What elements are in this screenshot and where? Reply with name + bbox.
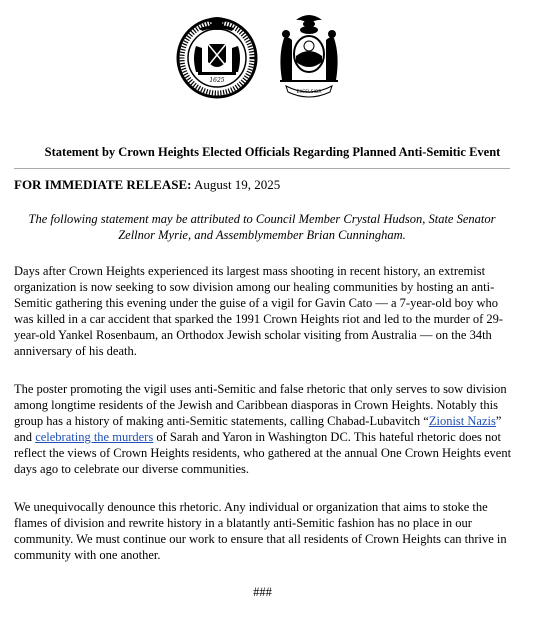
paragraph-2-text-a: The poster promoting the vigil uses anti-Semitic and false rhetoric that only serves to sow division among longtime residents of the Jewish and Caribbean diasporas in Crown Heights. Notably this group has a history of making anti-Semitic statements, calling Chabad-Lubavitch — [14, 382, 507, 428]
release-label: FOR IMMEDIATE RELEASE: — [14, 177, 192, 192]
release-line — [14, 177, 531, 193]
nys-seal-motto: EXCELSIOR — [296, 90, 322, 95]
paragraph-2-open-quote: “ — [423, 414, 429, 428]
nyc-seal-icon — [172, 10, 262, 100]
statement-title: Statement by Crown Heights Elected Officials Regarding Planned Anti-Semitic Event — [44, 145, 501, 159]
release-date: August 19, 2025 — [194, 177, 281, 192]
paragraph-3: We unequivocally denounce this rhetoric. Any individual or organization that aims to stoke the flames of division and rewrite history in a blatantly anti-Semitic fashion has no place in our community. We must continue our work to ensure that all residents of Crown Heights can thrive in community with one another. — [14, 500, 507, 562]
attribution-note: The following statement may be attributed to Council Member Crystal Hudson, State Senator Zellnor Myrie, and Assemblymember Brian Cunningham. — [28, 212, 496, 242]
paragraph-2-close-quote: ” — [495, 414, 502, 428]
title-divider — [14, 168, 510, 169]
paragraph-2 — [14, 381, 514, 477]
seal-header — [0, 10, 545, 100]
nyc-seal-year: 1625 — [209, 77, 225, 84]
paragraph-2-text-b: and — [14, 430, 36, 444]
paragraph-2-text-c: of Sarah and Yaron in Washington DC. This hateful rhetoric does not reflect the views of Crown Heights residents, who gathered at the annual One Crown Heights event days ago to celebrate our diverse communities. — [14, 430, 512, 476]
nys-seal-icon — [264, 10, 354, 100]
paragraph-1: Days after Crown Heights experienced its largest mass shooting in recent history, an extremist organization is now seeking to sow division among our healing communities by hosting an anti-Semitic gathering this evening under the guise of a vigil for Gavin Cato — a 7-year-old boy who was killed in a car accident that sparked the 1991 Crown Heights riot and led to the murder of 29-year-old Yankel Rosenbaum, an Orthodox Jewish scholar visiting from Australia — on the 34th anniversary of his death. — [14, 264, 504, 358]
end-mark: ### — [253, 585, 272, 599]
celebrating-the-murders-link[interactable]: celebrating the murders — [35, 430, 154, 444]
zionist-nazis-link[interactable]: Zionist Nazis — [428, 414, 496, 428]
